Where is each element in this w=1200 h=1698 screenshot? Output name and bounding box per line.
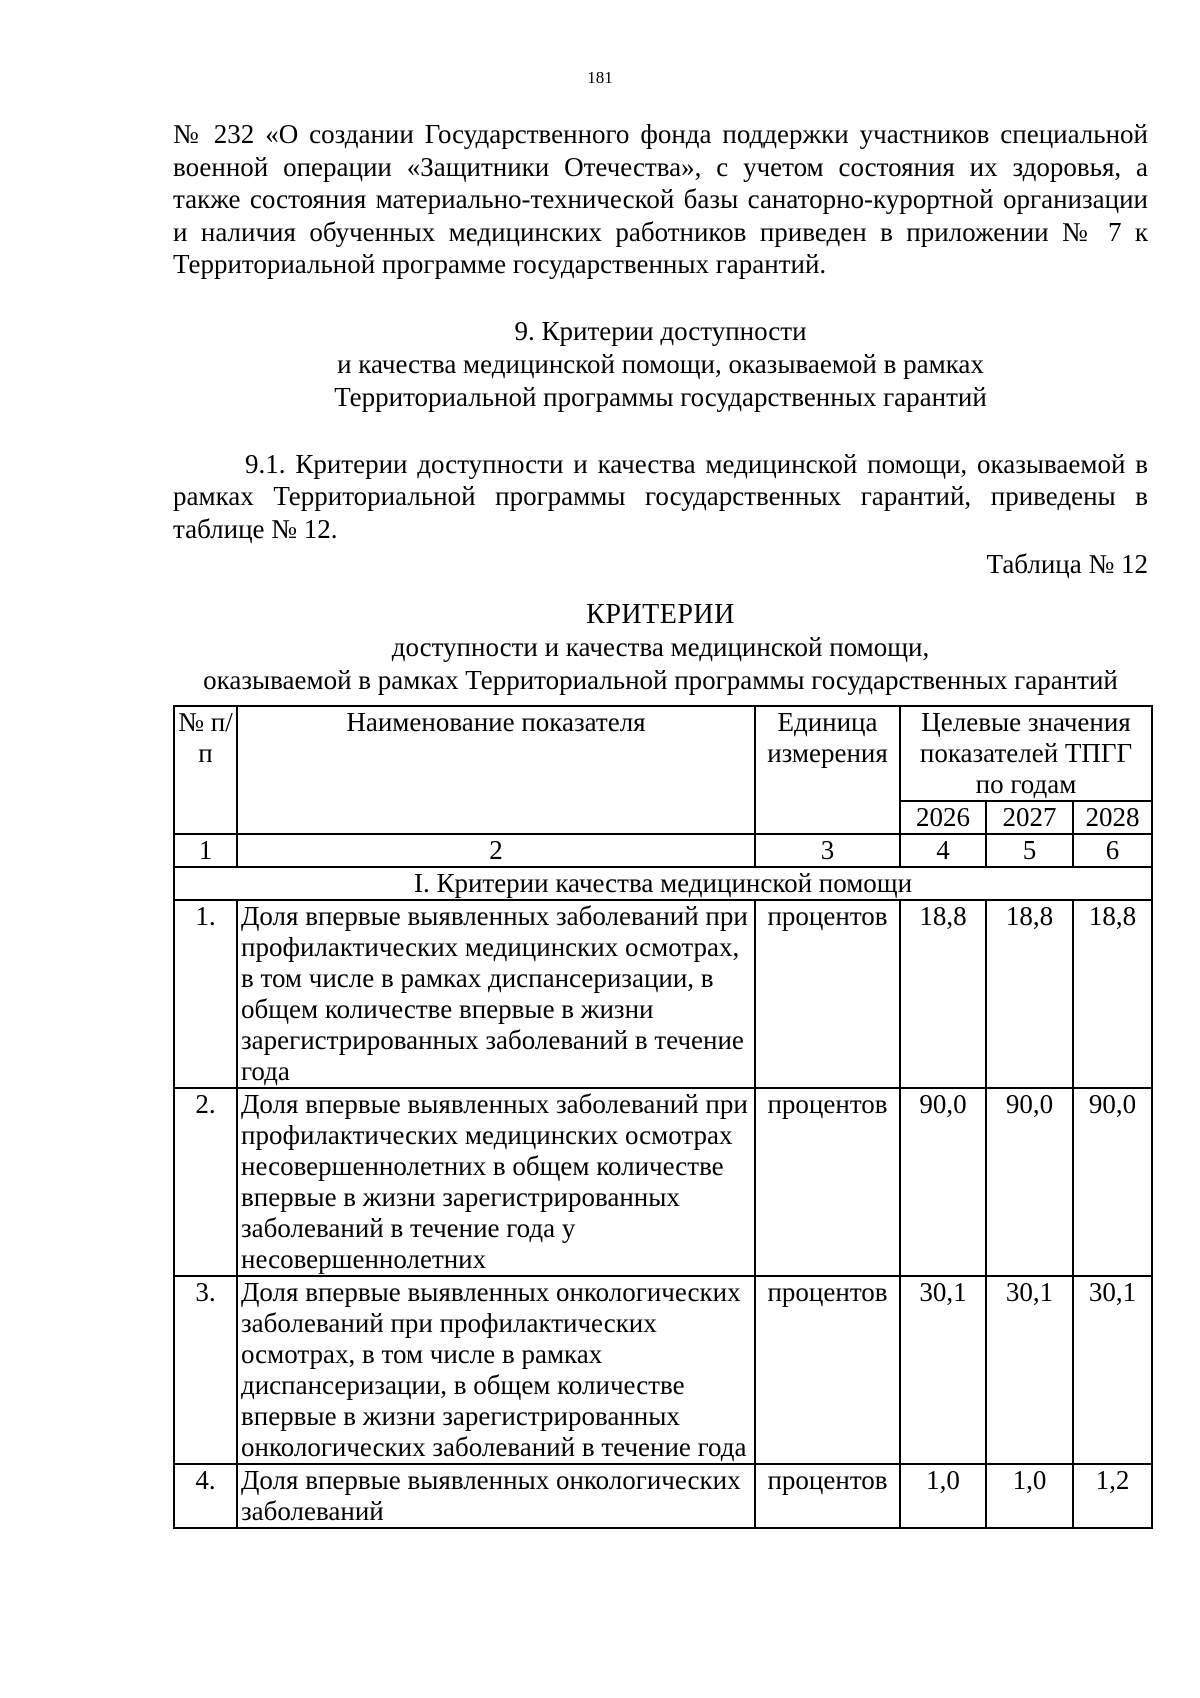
header-year: 2027 [986, 801, 1073, 834]
row-value: 1,0 [900, 1464, 986, 1528]
section-heading-line: Территориальной программы государственных гарантий [334, 381, 987, 412]
column-number: 2 [237, 834, 755, 867]
column-number-row [174, 834, 1152, 867]
row-value: 1,0 [986, 1464, 1073, 1528]
row-unit: процентов [755, 1088, 900, 1276]
header-unit: Единица измерения [755, 706, 900, 834]
row-value: 90,0 [1073, 1088, 1152, 1276]
section-heading-line: и качества медицинской помощи, оказываемой в рамках [337, 348, 984, 379]
section-heading-line: 9. Критерии доступности [514, 315, 807, 346]
row-name: Доля впервые выявленных заболеваний при профилактических медицинских осмотрах, в том числе в рамках диспансеризации, в общем количестве впервые в жизни зарегистрированных заболеваний в течение года [237, 900, 755, 1088]
intro-paragraph: № 232 «О создании Государственного фонда поддержки участников специальной военной операции «Защитники Отечества», с учетом состояния их здоровья, а также состояния материально-технической базы санаторно-курортной организации и наличия обученных медицинских работников приведен в приложении № 7 к Территориальной программе государственных гарантий. [173, 119, 1148, 279]
table-row [174, 1276, 1152, 1464]
row-unit: процентов [755, 1276, 900, 1464]
row-value: 30,1 [900, 1276, 986, 1464]
row-value: 30,1 [1073, 1276, 1152, 1464]
table-row [174, 1464, 1152, 1528]
column-number: 1 [174, 834, 237, 867]
section-row [174, 867, 1152, 900]
page-number: 181 [587, 68, 613, 87]
header-targets: Целевые значения показателей ТПГГ по годам [900, 706, 1152, 801]
row-num: 1. [174, 900, 237, 1088]
header-year: 2028 [1073, 801, 1152, 834]
header-year: 2026 [900, 801, 986, 834]
row-unit: процентов [755, 1464, 900, 1528]
section-title: I. Критерии качества медицинской помощи [174, 867, 1152, 900]
row-value: 90,0 [986, 1088, 1073, 1276]
header-num: № п/п [174, 706, 237, 834]
row-value: 18,8 [1073, 900, 1152, 1088]
row-value: 18,8 [900, 900, 986, 1088]
criteria-table [173, 705, 1153, 1529]
table-header-row [174, 706, 1152, 801]
row-num: 2. [174, 1088, 237, 1276]
table-label: Таблица № 12 [986, 549, 1148, 579]
row-unit: процентов [755, 900, 900, 1088]
table-title-line: оказываемой в рамках Территориальной программы государственных гарантий [203, 665, 1118, 695]
row-num: 3. [174, 1276, 237, 1464]
column-number: 4 [900, 834, 986, 867]
table-title [173, 598, 1148, 697]
table-title-line: доступности и качества медицинской помощи, [391, 632, 930, 662]
table-row [174, 900, 1152, 1088]
table-title-main: КРИТЕРИИ [586, 599, 735, 630]
header-name: Наименование показателя [237, 706, 755, 834]
row-value: 90,0 [900, 1088, 986, 1276]
document-body [173, 118, 1148, 1529]
column-number: 3 [755, 834, 900, 867]
row-value: 18,8 [986, 900, 1073, 1088]
row-name: Доля впервые выявленных онкологических заболеваний [237, 1464, 755, 1528]
column-number: 6 [1073, 834, 1152, 867]
row-name: Доля впервые выявленных заболеваний при профилактических медицинских осмотрах несовершеннолетних в общем количестве впервые в жизни зарегистрированных заболеваний в течение года у несовершеннолетних [237, 1088, 755, 1276]
row-value: 30,1 [986, 1276, 1073, 1464]
row-name: Доля впервые выявленных онкологических заболеваний при профилактических осмотрах, в том числе в рамках диспансеризации, в общем количестве впервые в жизни зарегистрированных онкологических заболеваний в течение года [237, 1276, 755, 1464]
section-heading [173, 315, 1148, 414]
subsection-paragraph: 9.1. Критерии доступности и качества медицинской помощи, оказываемой в рамках Территориальной программы государственных гарантий, приведены в таблице № 12. [173, 448, 1148, 544]
table-row [174, 1088, 1152, 1276]
row-num: 4. [174, 1464, 237, 1528]
column-number: 5 [986, 834, 1073, 867]
row-value: 1,2 [1073, 1464, 1152, 1528]
